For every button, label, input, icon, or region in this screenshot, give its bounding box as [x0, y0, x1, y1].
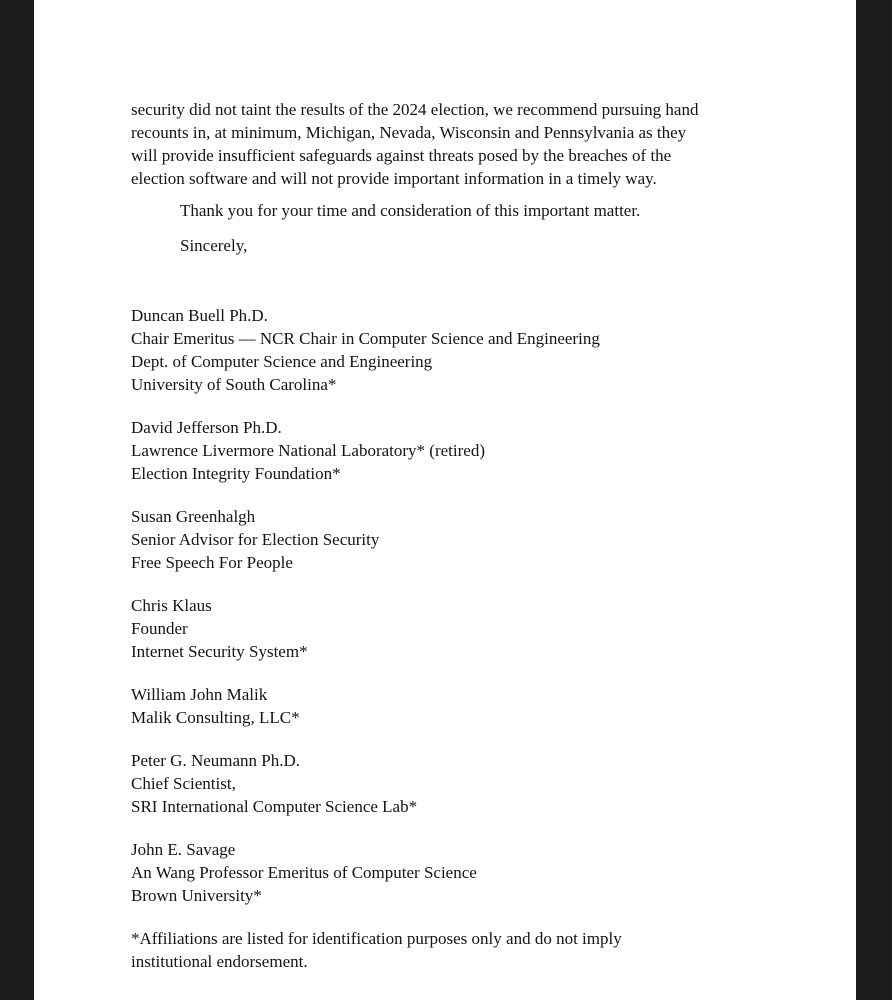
body-line: will provide insufficient safeguards against threats posed by the breaches of the	[131, 146, 672, 165]
thanks-line: Thank you for your time and consideration of this important matter.	[180, 201, 641, 220]
signer-affiliation: Chief Scientist,	[131, 774, 236, 793]
letter-content	[131, 98, 791, 973]
signer-affiliation: Chair Emeritus — NCR Chair in Computer Science and Engineering	[131, 329, 600, 348]
signers-list	[131, 304, 791, 907]
signer-affiliation: Internet Security System*	[131, 642, 308, 661]
body-line: security did not taint the results of the 2024 election, we recommend pursuing hand	[131, 100, 699, 119]
signer-name: Duncan Buell Ph.D.	[131, 306, 268, 325]
signer-block	[131, 749, 791, 818]
signer-block	[131, 416, 791, 485]
body-paragraph	[131, 98, 791, 190]
signer-name: William John Malik	[131, 685, 268, 704]
body-line: recounts in, at minimum, Michigan, Nevada, Wisconsin and Pennsylvania as they	[131, 123, 687, 142]
signer-affiliation: Dept. of Computer Science and Engineering	[131, 352, 433, 371]
signer-affiliation: Senior Advisor for Election Security	[131, 530, 380, 549]
signer-affiliation: Election Integrity Foundation*	[131, 464, 341, 483]
signer-name: Chris Klaus	[131, 596, 212, 615]
signer-affiliation: SRI International Computer Science Lab*	[131, 797, 418, 816]
signer-block	[131, 304, 791, 396]
signer-name: John E. Savage	[131, 840, 236, 859]
signer-block	[131, 505, 791, 574]
signer-affiliation: Malik Consulting, LLC*	[131, 708, 300, 727]
signer-block	[131, 594, 791, 663]
signer-affiliation: University of South Carolina*	[131, 375, 337, 394]
body-line: election software and will not provide important information in a timely way.	[131, 169, 657, 188]
signer-affiliation: Founder	[131, 619, 188, 638]
closing-line: Sincerely,	[180, 236, 248, 255]
signer-affiliation: Lawrence Livermore National Laboratory* (retired)	[131, 441, 485, 460]
footnote-line: institutional endorsement.	[131, 952, 308, 971]
affiliation-footnote	[131, 927, 791, 973]
signer-affiliation: An Wang Professor Emeritus of Computer Science	[131, 863, 477, 882]
footnote-line: *Affiliations are listed for identification purposes only and do not imply	[131, 929, 622, 948]
signer-affiliation: Free Speech For People	[131, 553, 293, 572]
document-page	[34, 0, 856, 1000]
signer-name: Susan Greenhalgh	[131, 507, 256, 526]
signer-block	[131, 683, 791, 729]
signer-block	[131, 838, 791, 907]
signer-affiliation: Brown University*	[131, 886, 262, 905]
signer-name: Peter G. Neumann Ph.D.	[131, 751, 301, 770]
signer-name: David Jefferson Ph.D.	[131, 418, 282, 437]
